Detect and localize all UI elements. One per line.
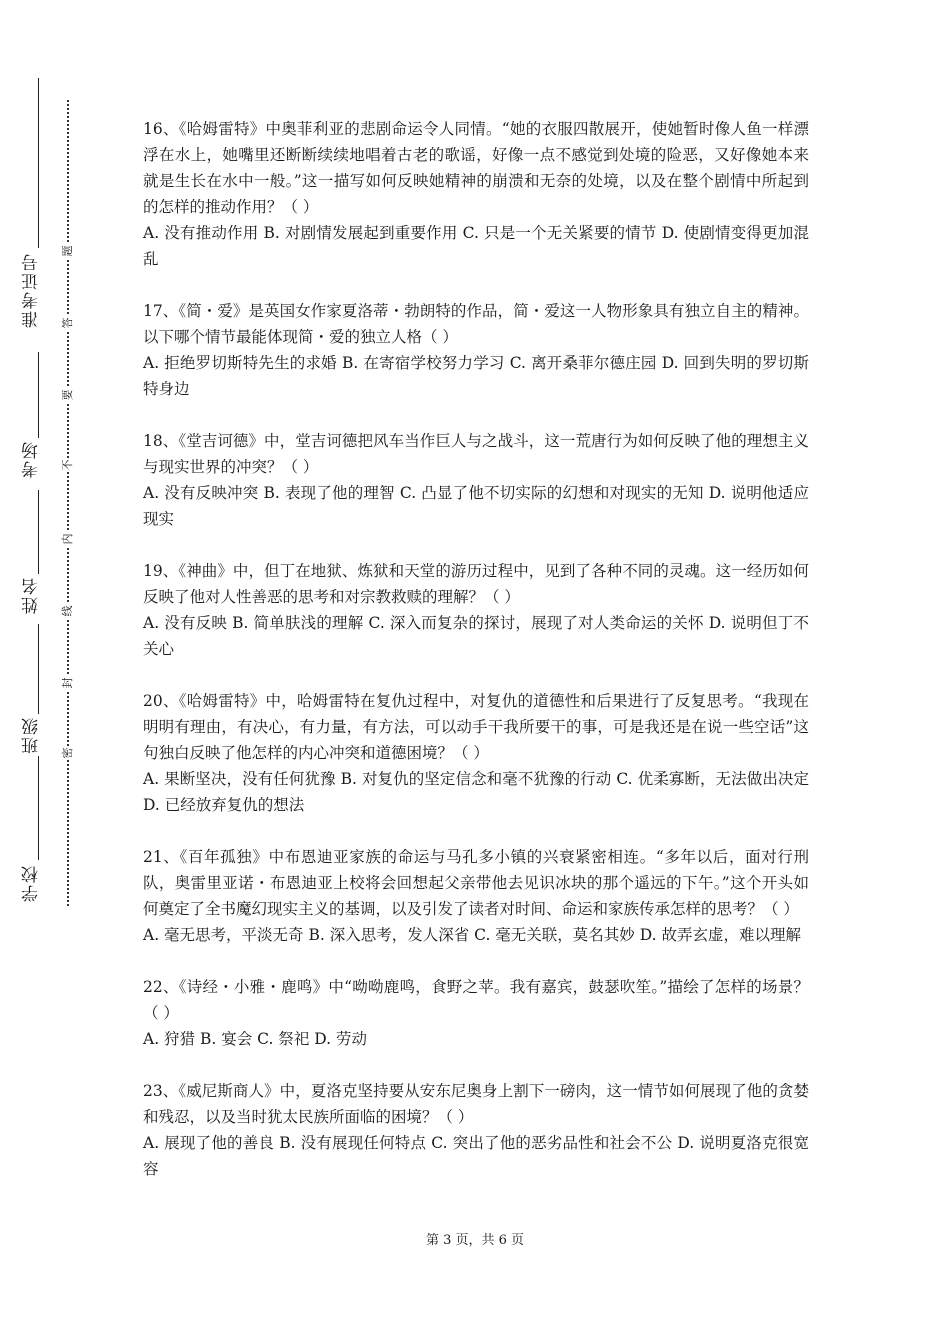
seal-char: 内: [61, 533, 74, 545]
question-stem: 23、《威尼斯商人》中，夏洛克坚持要从安东尼奥身上割下一磅肉，这一情节如何展现了他的贪婪和残忍，以及当时犹太民族所面临的困境？（ ）: [143, 1082, 809, 1126]
question-options: A. 狩猎 B. 宴会 C. 祭祀 D. 劳动: [143, 1030, 367, 1048]
question-list: [143, 116, 809, 1208]
seal-char: 不: [61, 459, 74, 471]
question-stem: 19、《神曲》中，但丁在地狱、炼狱和天堂的游历过程中，见到了各种不同的灵魂。这一经历如何反映了他对人性善恶的思考和对宗教救赎的理解？（ ）: [143, 562, 809, 606]
question-stem: 16、《哈姆雷特》中奥菲利亚的悲剧命运令人同情。“她的衣服四散展开，使她暂时像人鱼一样漂浮在水上，她嘴里还断断续续地唱着古老的歌谣，好像一点不感觉到处境的险恶，又好像她本来就是生长在水中一般。”这一描写如何反映她精神的崩溃和无奈的处境，以及在整个剧情中所起到的怎样的推动作用？（ ）: [143, 120, 809, 216]
question-options: A. 没有反映 B. 简单肤浅的理解 C. 深入而复杂的探讨，展现了对人类命运的关怀 D. 说明但丁不关心: [143, 614, 809, 658]
question-options: A. 果断坚决，没有任何犹豫 B. 对复仇的坚定信念和毫不犹豫的行动 C. 优柔寡断，无法做出决定 D. 已经放弃复仇的想法: [143, 770, 809, 814]
school-line: [38, 78, 39, 248]
field-label-name: 姓名: [22, 576, 42, 614]
question-stem: 20、《哈姆雷特》中，哈姆雷特在复仇过程中，对复仇的道德性和后果进行了反复思考。“我现在明明有理由，有决心，有力量，有方法，可以动手干我所要干的事，可是我还是在说一些空话”这句独白反映了他怎样的内心冲突和道德困境？（ ）: [143, 692, 809, 762]
question-23: [143, 1078, 809, 1182]
field-label-school: 学校: [22, 864, 42, 902]
question-22: [143, 974, 809, 1052]
question-19: [143, 558, 809, 662]
question-options: A. 展现了他的善良 B. 没有展现任何特点 C. 突出了他的恶劣品性和社会不公 D. 说明夏洛克很宽容: [143, 1134, 809, 1178]
seal-char: 封: [61, 677, 74, 689]
exam-id-line: [38, 352, 39, 438]
field-label-class: 班级: [22, 716, 42, 754]
question-stem: 18、《堂吉诃德》中，堂吉诃德把风车当作巨人与之战斗，这一荒唐行为如何反映了他的理想主义与现实世界的冲突？（ ）: [143, 432, 809, 476]
question-options: A. 毫无思考，平淡无奇 B. 深入思考，发人深省 C. 毫无关联，莫名其妙 D. 故弄玄虚，难以理解: [143, 926, 801, 944]
seal-dotted-line: [67, 100, 69, 906]
seal-char: 题: [61, 245, 74, 257]
seal-char: 要: [61, 389, 74, 401]
page-number: 第 3 页，共 6 页: [425, 1233, 525, 1248]
question-17: [143, 298, 809, 402]
seal-char: 线: [61, 605, 74, 617]
question-stem: 22、《诗经・小雅・鹿鸣》中“呦呦鹿鸣，食野之苹。我有嘉宾，鼓瑟吹笙。”描绘了怎样的场景？（ ）: [143, 978, 809, 1022]
question-16: [143, 116, 809, 272]
field-label-exam-id: 准考证号: [22, 252, 42, 328]
seal-char: 密: [61, 747, 74, 759]
question-stem: 17、《简・爱》是英国女作家夏洛蒂・勃朗特的作品，简・爱这一人物形象具有独立自主的精神。以下哪个情节最能体现简・爱的独立人格（ ）: [143, 302, 809, 346]
question-stem: 21、《百年孤独》中布恩迪亚家族的命运与马孔多小镇的兴衰紧密相连。“多年以后，面对行刑队，奥雷里亚诺・布恩迪亚上校将会回想起父亲带他去见识冰块的那个遥远的下午。”这个开头如何奠定了全书魔幻现实主义的基调，以及引发了读者对时间、命运和家族传承怎样的思考？（ ）: [143, 848, 809, 918]
question-21: [143, 844, 809, 948]
question-20: [143, 688, 809, 818]
class-line: [38, 756, 39, 860]
seal-char: 答: [61, 317, 74, 329]
question-18: [143, 428, 809, 532]
question-options: A. 没有推动作用 B. 对剧情发展起到重要作用 C. 只是一个无关紧要的情节 D. 使剧情变得更加混乱: [143, 224, 809, 268]
name-line: [38, 624, 39, 714]
field-label-exam-room: 考场: [22, 440, 42, 478]
exam-room-line: [38, 490, 39, 574]
question-options: A. 拒绝罗切斯特先生的求婚 B. 在寄宿学校努力学习 C. 离开桑菲尔德庄园 D. 回到失明的罗切斯特身边: [143, 354, 809, 398]
binding-margin: [0, 0, 100, 1344]
question-options: A. 没有反映冲突 B. 表现了他的理智 C. 凸显了他不切实际的幻想和对现实的无知 D. 说明他适应现实: [143, 484, 809, 528]
